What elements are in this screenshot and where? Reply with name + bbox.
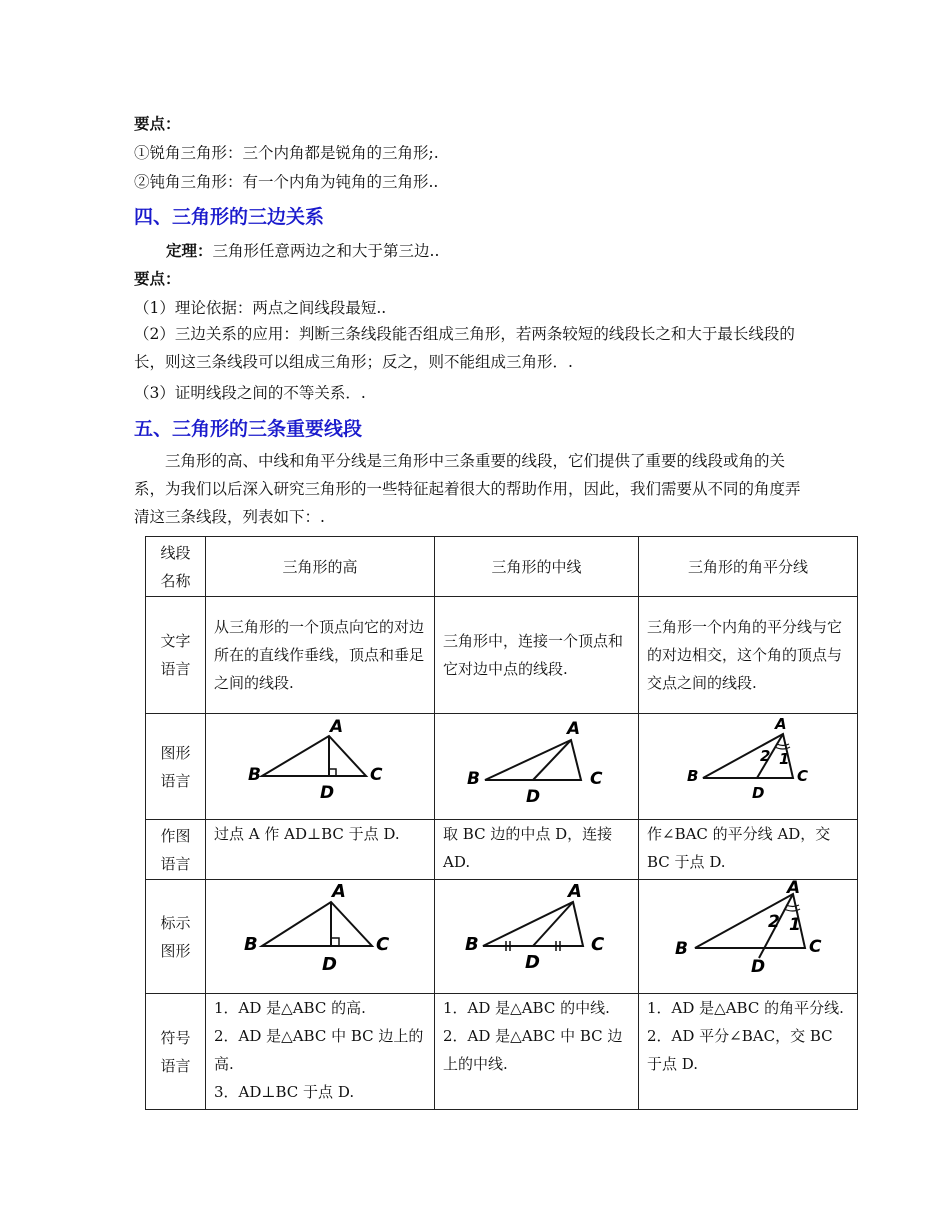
obtuse-triangle-point: ②钝角三角形：有一个内角为钝角的三角形..	[134, 173, 439, 191]
key-points-title-2: 要点：	[134, 269, 181, 288]
median-figure-cell	[435, 714, 639, 820]
median-construction: 取 BC 边的中点 D，连接 AD.	[435, 820, 639, 880]
header-median: 三角形的中线	[435, 537, 639, 597]
svg-text:2: 2	[768, 912, 780, 932]
svg-text:C: C	[376, 934, 390, 955]
svg-text:C: C	[809, 937, 822, 957]
key-points-title-1: 要点：	[134, 114, 181, 133]
svg-text:A: A	[567, 719, 581, 739]
svg-text:B: B	[244, 934, 258, 955]
svg-text:1: 1	[779, 750, 790, 768]
svg-text:C: C	[370, 765, 383, 785]
bisector-symbol-2: 2．AD 平分∠BAC，交 BC 于点 D.	[647, 1027, 833, 1073]
svg-text:D: D	[525, 952, 540, 973]
median-text: 三角形中，连接一个顶点和它对边中点的线段.	[435, 597, 639, 714]
altitude-marked-cell	[206, 880, 435, 994]
svg-text:C: C	[590, 769, 603, 789]
svg-text:B: B	[675, 939, 688, 959]
altitude-symbols	[206, 994, 435, 1110]
altitude-construction: 过点 A 作 AD⊥BC 于点 D.	[206, 820, 435, 880]
median-symbol-1: 1．AD 是△ABC 的中线.	[443, 999, 610, 1017]
median-marked-diagram	[443, 880, 630, 984]
table-row-symbol-language	[146, 994, 858, 1110]
bisector-marked-diagram	[647, 880, 849, 984]
table-row-construction-language	[146, 820, 858, 880]
theorem-label: 定理：	[166, 241, 213, 260]
segments-table	[145, 536, 858, 1110]
altitude-diagram	[214, 714, 426, 810]
header-segment-name: 线段名称	[146, 537, 206, 597]
svg-text:A: A	[787, 880, 801, 898]
svg-text:D: D	[322, 954, 337, 975]
row-label: 符号语言	[146, 994, 206, 1110]
median-symbols	[435, 994, 639, 1110]
header-angle-bisector: 三角形的角平分线	[639, 537, 858, 597]
bisector-symbols	[639, 994, 858, 1110]
median-symbol-2: 2．AD 是△ABC 中 BC 边上的中线.	[443, 1027, 623, 1073]
svg-text:A: A	[775, 715, 787, 733]
svg-text:B: B	[687, 767, 699, 785]
altitude-marked-diagram	[214, 880, 426, 984]
section-4-heading: 四、三角形的三边关系	[134, 206, 325, 228]
altitude-figure-cell	[206, 714, 435, 820]
svg-text:C: C	[797, 767, 809, 785]
svg-text:B: B	[465, 934, 479, 955]
svg-text:D: D	[526, 787, 541, 807]
bisector-diagram	[647, 714, 849, 810]
bisector-symbol-1: 1．AD 是△ABC 的角平分线.	[647, 999, 844, 1017]
row-label: 作图语言	[146, 820, 206, 880]
svg-text:D: D	[752, 784, 765, 802]
table-row-marked-figure	[146, 880, 858, 994]
svg-text:D: D	[320, 783, 335, 803]
table-header-row	[146, 537, 858, 597]
bisector-text: 三角形一个内角的平分线与它的对边相交，这个角的顶点与交点之间的线段.	[639, 597, 858, 714]
section-5-heading: 五、三角形的三条重要线段	[134, 418, 363, 440]
altitude-symbol-2: 2．AD 是△ABC 中 BC 边上的高.	[214, 1027, 424, 1073]
triangle-inequality-application: （2）三边关系的应用：判断三条线段能否组成三角形，若两条较短的线段长之和大于最长线段的长，则这三条线段可以组成三角形；反之，则不能组成三角形．.	[134, 325, 795, 371]
theorem-text: 三角形任意两边之和大于第三边..	[212, 242, 440, 260]
svg-text:1: 1	[789, 915, 801, 935]
row-label: 标示图形	[146, 880, 206, 994]
table-row-text-language	[146, 597, 858, 714]
altitude-text: 从三角形的一个顶点向它的对边所在的直线作垂线，顶点和垂足之间的线段.	[206, 597, 435, 714]
median-diagram	[443, 714, 630, 810]
svg-text:C: C	[591, 934, 605, 955]
altitude-symbol-1: 1．AD 是△ABC 的高.	[214, 999, 366, 1017]
section-5-intro: 三角形的高、中线和角平分线是三角形中三条重要的线段，它们提供了重要的线段或角的关系，为我们以后深入研究三角形的一些特征起着很大的帮助作用，因此，我们需要从不同的角度弄清这三条线段，列表如下：.	[134, 452, 801, 526]
svg-text:B: B	[467, 769, 480, 789]
inequality-proof-point: （3）证明线段之间的不等关系．.	[134, 384, 366, 402]
header-altitude: 三角形的高	[206, 537, 435, 597]
svg-text:A: A	[568, 881, 582, 902]
median-marked-cell	[435, 880, 639, 994]
bisector-construction: 作∠BAC 的平分线 AD，交 BC 于点 D.	[639, 820, 858, 880]
bisector-marked-cell	[639, 880, 858, 994]
bisector-figure-cell	[639, 714, 858, 820]
theory-basis-point: （1）理论依据：两点之间线段最短..	[134, 299, 387, 317]
svg-text:B: B	[248, 765, 261, 785]
acute-triangle-point: ①锐角三角形：三个内角都是锐角的三角形;.	[134, 144, 439, 162]
row-label: 图形语言	[146, 714, 206, 820]
table-row-figure-language	[146, 714, 858, 820]
theorem-line	[166, 241, 439, 261]
svg-text:A: A	[332, 881, 346, 902]
svg-text:2: 2	[760, 747, 771, 765]
svg-text:D: D	[751, 957, 766, 977]
altitude-symbol-3: 3．AD⊥BC 于点 D.	[214, 1083, 355, 1101]
row-label: 文字语言	[146, 597, 206, 714]
svg-text:A: A	[330, 717, 344, 737]
